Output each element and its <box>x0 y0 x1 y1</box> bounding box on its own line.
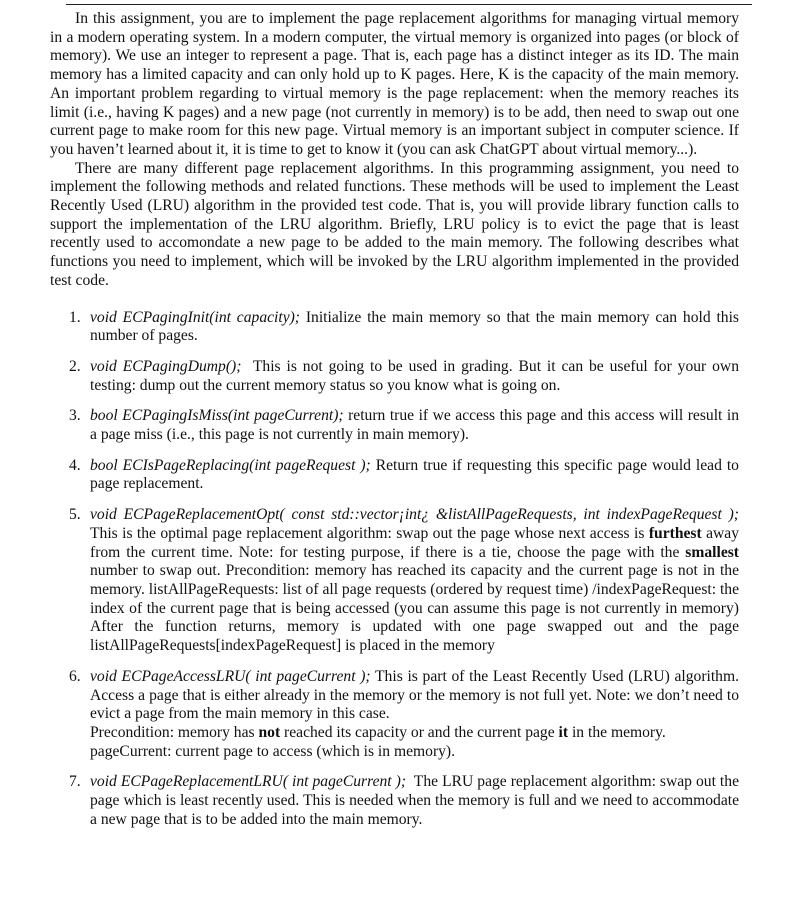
item-description: number to swap out. Precondition: memory has reached its capacity and the current page is not in the memory. listAllPageRequests: list of all page requests (ordered by request time) /indexPageRequest: the index of the current page that is being accessed (you can assume this page is not currently in memory) After the function returns, memory is updated with one page swapped out and the page listAllPageRequests[indexPageRequest] is placed in the memory <box>90 562 740 655</box>
item-number: 7. <box>69 773 81 791</box>
function-list <box>50 308 743 830</box>
item-description: pageCurrent: current page to access (which is in memory). <box>90 742 456 760</box>
intro-paragraph: In this assignment, you are to implement the page replacement algorithms for managing virtual memory in a modern operating system. In a modern computer, the virtual memory is organized into pages (or block of memory). We use an integer to represent a page. That is, each page has a distinct integer as its ID. The main memory has a limited capacity and can only hold up to K pages. Here, K is the capacity of the main memory. An important problem regarding to virtual memory is the page replacement: when the memory reaches its limit (i.e., having K pages) and a new page (not currently in memory) is to be add, then need to swap out one current page to make room for this new page. Virtual memory is an important subject in computer science. If you haven’t learned about it, it is time to get to know it (you can ask ChatGPT about virtual memory...). <box>50 10 739 158</box>
item-description: Return true if requesting this specific page would lead to page replacement. <box>90 456 739 493</box>
list-item <box>50 309 739 346</box>
function-signature: bool ECPagingIsMiss(int pageCurrent); <box>90 407 344 425</box>
list-item <box>50 457 739 494</box>
emphasis-text: not <box>258 723 281 741</box>
function-signature: void ECPageReplacementOpt( const std::vector¡int¿ &listAllPageRequests, int indexPageRequest ); <box>90 506 739 524</box>
top-rule <box>66 4 752 5</box>
algorithms-paragraph: There are many different page replacement algorithms. In this programming assignment, you need to implement the following methods and related functions. These methods will be used to implement the Least Recently Used (LRU) algorithm in the provided test code. That is, you will provide library function calls to support the implementation of the LRU algorithm. Briefly, LRU policy is to evict the page that is least recently used to accomondate a new page to be added to the main memory. The following describes what functions you need to implement, which will be invoked by the LRU algorithm implemented in the provided test code. <box>50 159 739 289</box>
item-description: Initialize the main memory so that the main memory can hold this number of pages. <box>90 308 739 345</box>
item-number: 6. <box>69 667 81 685</box>
emphasis-text: furthest <box>648 524 702 542</box>
item-description: The LRU page replacement algorithm: swap out the page which is least recently used. This is needed when the memory is full and we need to accommodate a new page that is to be added into the main memory. <box>90 773 743 828</box>
function-signature: void ECPageAccessLRU( int pageCurrent ); <box>90 667 371 685</box>
list-item <box>50 357 743 395</box>
function-signature: void ECPagingInit(int capacity); <box>90 308 301 326</box>
function-signature: void ECPagingDump(); <box>90 357 242 375</box>
item-description: away from the current time. Note: for testing purpose, if there is a tie, choose the page with the <box>90 524 739 561</box>
item-description: reached its capacity or and the current page <box>280 723 559 741</box>
list-item <box>50 506 739 656</box>
item-description: in the memory. <box>568 723 666 741</box>
item-description: This is the optimal page replacement algorithm: swap out the page whose next access is <box>90 524 649 542</box>
item-description: This is part of the Least Recently Used (LRU) algorithm. Access a page that is either already in the memory or the memory is not full yet. Note: we don’t need to evict a page from the main memory in this case. <box>90 667 740 723</box>
function-signature: void ECPageReplacementLRU( int pageCurrent ); <box>90 773 407 791</box>
emphasis-text: it <box>558 723 569 741</box>
item-description: return true if we access this page and this access will result in a page miss (i.e., this page is not currently in main memory). <box>90 407 739 444</box>
item-description: Precondition: memory has <box>90 723 259 741</box>
item-description: This is not going to be used in grading. But it can be useful for your own testing: dump out the current memory status so you know what is going on. <box>90 357 743 394</box>
item-number: 4. <box>69 456 81 474</box>
list-item <box>50 773 743 829</box>
item-number: 2. <box>69 357 81 375</box>
list-item <box>50 668 739 762</box>
function-signature: bool ECIsPageReplacing(int pageRequest ); <box>90 456 371 474</box>
item-number: 3. <box>69 407 81 425</box>
emphasis-text: smallest <box>685 543 739 561</box>
list-item <box>50 407 739 444</box>
item-number: 1. <box>69 308 81 326</box>
document-body <box>50 10 743 841</box>
item-number: 5. <box>69 506 81 524</box>
